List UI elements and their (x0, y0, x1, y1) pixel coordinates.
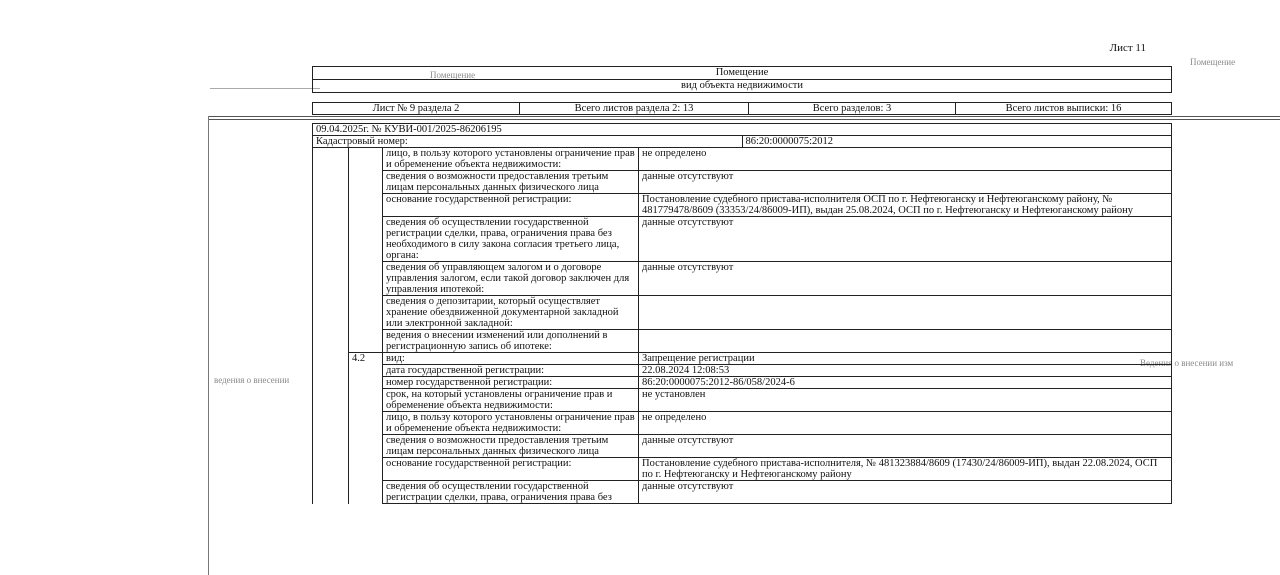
table-row (313, 353, 1172, 365)
table-row (313, 217, 1172, 262)
blank-cell (349, 148, 383, 171)
blank-cell (313, 481, 349, 504)
blank-cell (349, 217, 383, 262)
sheet-number: Лист 11 (1109, 42, 1146, 54)
blank-cell (349, 389, 383, 412)
field-label: сведения о возможности предоставления третьим лицам персональных данных физического лица (383, 435, 639, 458)
field-label: основание государственной регистрации: (383, 194, 639, 217)
field-value: Запрещение регистрации (639, 353, 1172, 365)
blank-cell (313, 458, 349, 481)
blank-cell (349, 171, 383, 194)
meta-table (312, 123, 1172, 148)
blank-cell (349, 458, 383, 481)
table-row (313, 171, 1172, 194)
field-label: лицо, в пользу которого установлены ограничение прав и обременение объекта недвижимости: (383, 148, 639, 171)
table-row (313, 194, 1172, 217)
object-type-caption: вид объекта недвижимости (313, 80, 1172, 93)
table-row (313, 262, 1172, 296)
blank-cell (349, 481, 383, 504)
blank-cell (313, 194, 349, 217)
table-row (313, 330, 1172, 353)
section-bar (312, 102, 1172, 115)
total-sections: Всего разделов: 3 (749, 103, 956, 115)
blank-cell (349, 377, 383, 389)
scan-line (208, 116, 1280, 117)
blank-cell (313, 171, 349, 194)
table-row (313, 389, 1172, 412)
bleed-text: Ведения о внесении изм (1140, 358, 1234, 368)
field-label: сведения о возможности предоставления третьим лицам персональных данных физического лица (383, 171, 639, 194)
object-type-value: Помещение (313, 67, 1172, 80)
bleed-text: Помещение (430, 70, 476, 80)
field-label: дата государственной регистрации: (383, 365, 639, 377)
field-label: вид: (383, 353, 639, 365)
blank-cell (349, 194, 383, 217)
block-number: 4.2 (349, 353, 383, 365)
blank-cell (313, 296, 349, 330)
field-value: не определено (639, 148, 1172, 171)
field-value: данные отсутствуют (639, 217, 1172, 262)
blank-cell (313, 389, 349, 412)
blank-cell (349, 262, 383, 296)
field-value: не определено (639, 412, 1172, 435)
sheet-of-section: Лист № 9 раздела 2 (313, 103, 520, 115)
object-type-header (312, 66, 1172, 93)
blank-cell (313, 365, 349, 377)
table-row (313, 481, 1172, 504)
blank-cell (349, 412, 383, 435)
field-value: данные отсутствуют (639, 171, 1172, 194)
field-value: данные отсутствуют (639, 481, 1172, 504)
blank-cell (313, 330, 349, 353)
field-label: сведения об управляющем залогом и о договоре управления залогом, если такой договор заключен для управления ипотекой: (383, 262, 639, 296)
field-label: сведения об осуществлении государственной регистрации сделки, права, ограничения права без необходимого в силу закона согласия третьего лица, органа: (383, 217, 639, 262)
table-row (313, 296, 1172, 330)
encumbrance-table (312, 147, 1172, 504)
blank-cell (313, 148, 349, 171)
field-label: номер государственной регистрации: (383, 377, 639, 389)
blank-cell (313, 435, 349, 458)
total-sheets-extract: Всего листов выписки: 16 (956, 103, 1172, 115)
blank-cell (349, 296, 383, 330)
field-value: данные отсутствуют (639, 262, 1172, 296)
field-value (639, 330, 1172, 353)
blank-cell (313, 377, 349, 389)
table-row (313, 377, 1172, 389)
blank-cell (349, 365, 383, 377)
field-value: данные отсутствуют (639, 435, 1172, 458)
bleed-text: ведения о внесении (214, 375, 290, 385)
table-row (313, 148, 1172, 171)
table-row (313, 365, 1172, 377)
field-label: срок, на который установлены ограничение прав и обременение объекта недвижимости: (383, 389, 639, 412)
field-label: сведения об осуществлении государственной регистрации сделки, права, ограничения права без (383, 481, 639, 504)
field-value (639, 296, 1172, 330)
blank-cell (313, 412, 349, 435)
scan-margin-line (208, 116, 209, 575)
field-value: Постановление судебного пристава-исполнителя, № 481323884/8609 (17430/24/86009-ИП), выдан 22.08.2024, ОСП по г. Нефтеюганску и Нефтеюганскому району (639, 458, 1172, 481)
table-row (313, 458, 1172, 481)
blank-cell (313, 262, 349, 296)
scan-line (208, 119, 1280, 120)
table-row (313, 435, 1172, 458)
blank-cell (349, 435, 383, 458)
scan-line (210, 88, 320, 89)
total-sheets-section: Всего листов раздела 2: 13 (520, 103, 749, 115)
blank-cell (313, 217, 349, 262)
field-label: лицо, в пользу которого установлены ограничение прав и обременение объекта недвижимости: (383, 412, 639, 435)
field-value: 86:20:0000075:2012-86/058/2024-6 (639, 377, 1172, 389)
table-row (313, 412, 1172, 435)
bleed-text: Помещение (1190, 57, 1236, 67)
field-value: 22.08.2024 12:08:53 (639, 365, 1172, 377)
field-value: не установлен (639, 389, 1172, 412)
field-label: ведения о внесении изменений или дополнений в регистрационную запись об ипотеке: (383, 330, 639, 353)
blank-cell (349, 330, 383, 353)
cadastral-value: 86:20:0000075:2012 (742, 136, 1172, 148)
field-label: сведения о депозитарии, который осуществляет хранение обездвиженной документарной закладной или электронной закладной: (383, 296, 639, 330)
cadastral-label: Кадастровый номер: (313, 136, 743, 148)
extract-date-number: 09.04.2025г. № КУВИ-001/2025-86206195 (313, 124, 1172, 136)
field-value: Постановление судебного пристава-исполнителя ОСП по г. Нефтеюганску и Нефтеюганскому району, № 481779478/8609 (33353/24/86009-ИП), выдан 25.08.2024, ОСП по г. Нефтеюганску и Нефтеюганскому району (639, 194, 1172, 217)
blank-cell (313, 353, 349, 365)
field-label: основание государственной регистрации: (383, 458, 639, 481)
